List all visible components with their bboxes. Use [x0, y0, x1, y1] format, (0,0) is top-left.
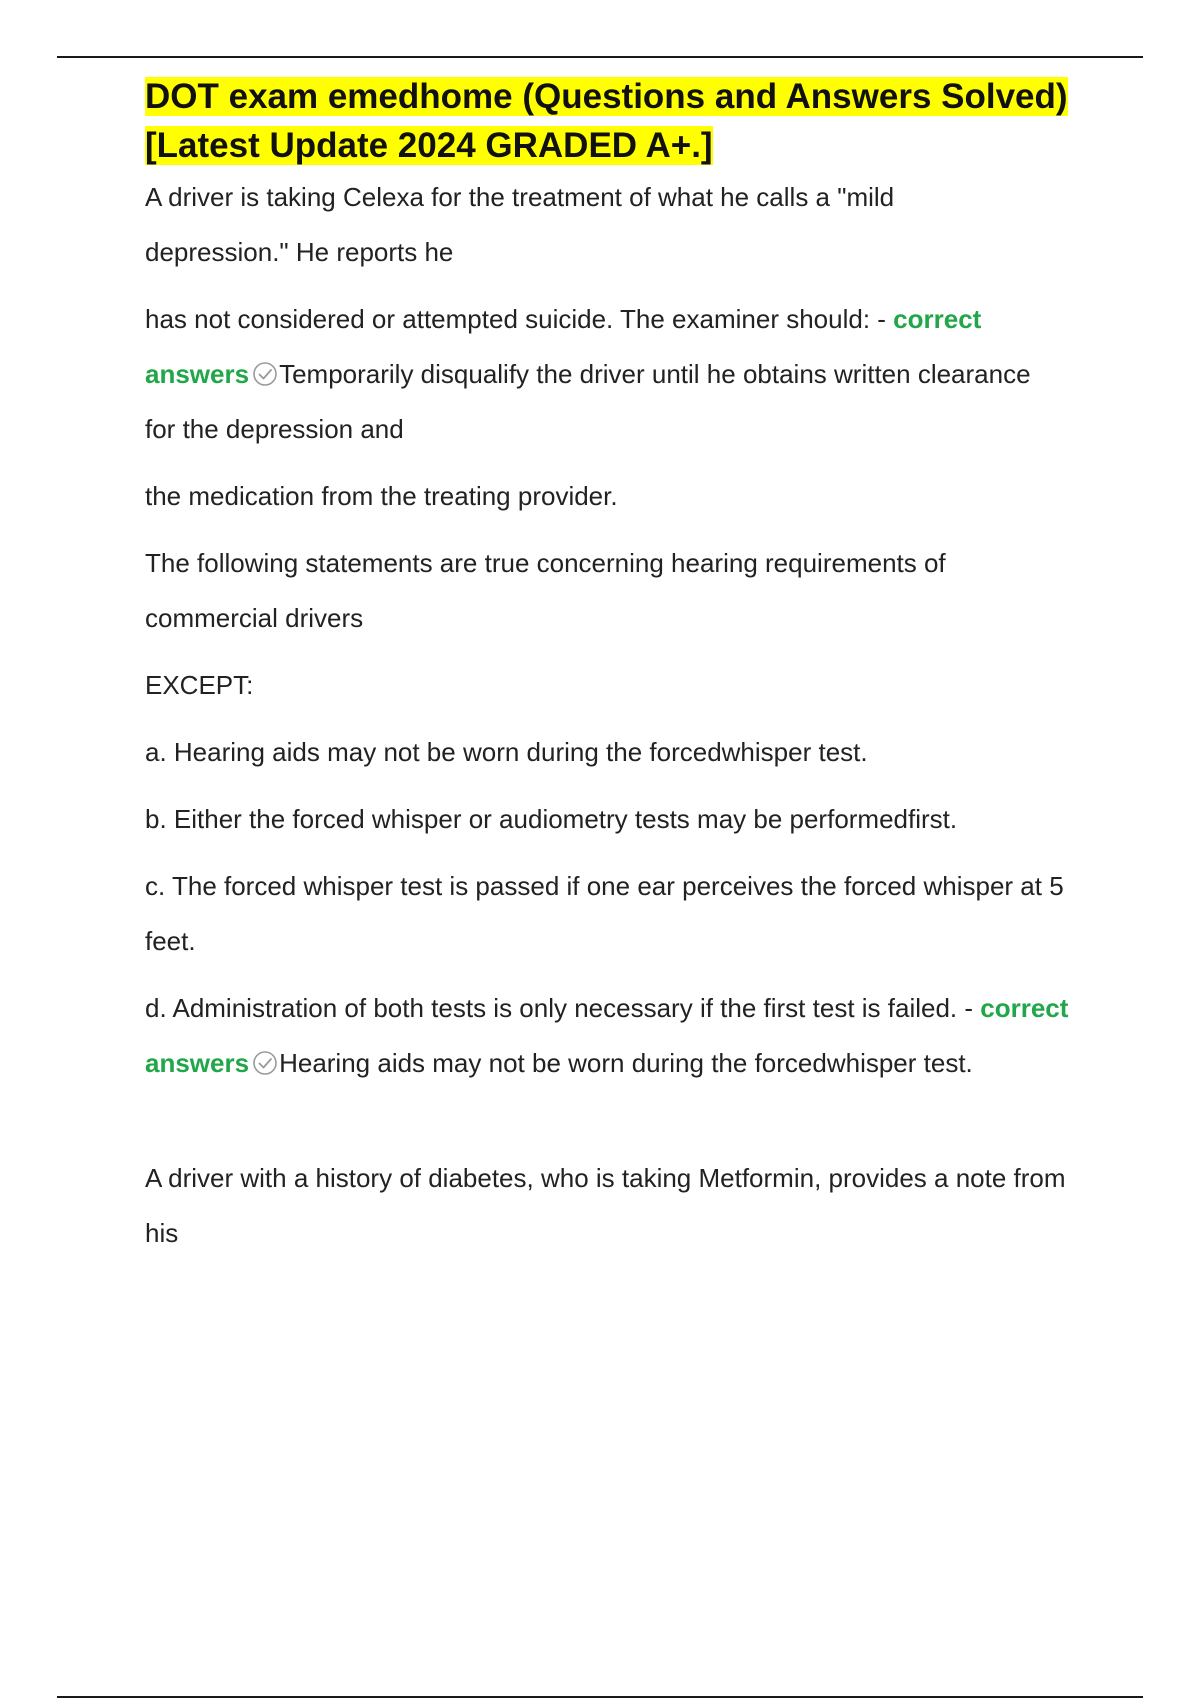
q1-lead: has not considered or attempted suicide. The examiner should: -	[145, 304, 894, 334]
top-rule	[57, 56, 1143, 58]
q2-option-c: c. The forced whisper test is passed if one ear perceives the forced whisper at 5 feet.	[145, 871, 1064, 956]
q1-text-part3: the medication from the treating provider.	[145, 481, 618, 511]
document-content	[145, 72, 1105, 1261]
checkmark-circle-icon	[252, 1050, 278, 1076]
title-line-2: [Latest Update 2024 GRADED A+.]	[145, 126, 713, 165]
bottom-rule	[57, 1696, 1143, 1698]
document-title	[145, 72, 1105, 170]
checkmark-circle-icon	[252, 361, 278, 387]
q1-answer-text: Temporarily disqualify the driver until he obtains written clearance for the depression and	[145, 359, 1031, 444]
title-line-1: DOT exam emedhome (Questions and Answers Solved)	[145, 77, 1068, 116]
q2-option-d-text: d. Administration of both tests is only necessary if the first test is failed. -	[145, 993, 981, 1023]
q2-option-a: a. Hearing aids may not be worn during the forcedwhisper test.	[145, 737, 868, 767]
q2-option-d	[145, 981, 1080, 1091]
q2-option-b: b. Either the forced whisper or audiometry tests may be performedfirst.	[145, 804, 958, 834]
q2-except: EXCEPT:	[145, 670, 254, 700]
q2-answer-text: Hearing aids may not be worn during the forcedwhisper test.	[279, 1048, 973, 1078]
q1-correct-answers-label: correct answers	[145, 304, 982, 389]
q3-stem: A driver with a history of diabetes, who is taking Metformin, provides a note from his	[145, 1163, 1066, 1248]
q1-text-part2	[145, 292, 1045, 457]
q2-correct-answers-label: correct answers	[145, 993, 1069, 1078]
q1-text-part1: A driver is taking Celexa for the treatment of what he calls a "mild depression." He reports he	[145, 182, 895, 267]
q2-stem: The following statements are true concerning hearing requirements of commercial drivers	[145, 548, 946, 633]
